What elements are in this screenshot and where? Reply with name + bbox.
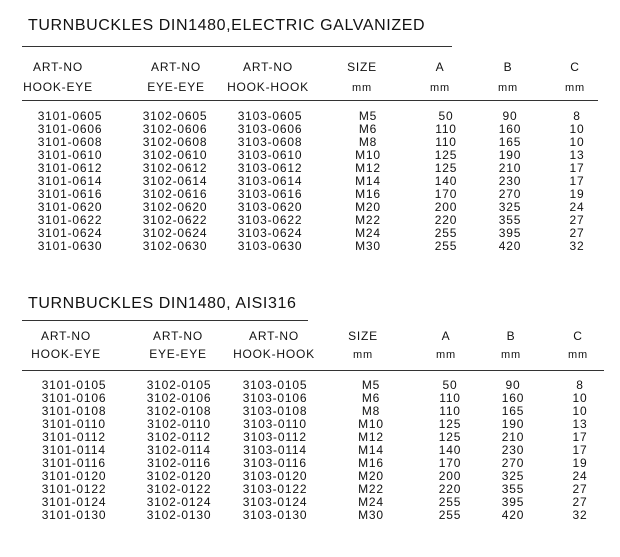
cell-b: 270 bbox=[498, 186, 522, 201]
cell-hook-hook: 3103-0612 bbox=[237, 160, 303, 175]
cell-c: 13 bbox=[572, 417, 588, 431]
cell-eye-eye: 3102-0608 bbox=[142, 134, 208, 149]
cell-hook-hook: 3103-0605 bbox=[237, 109, 303, 123]
cell-size: M8 bbox=[358, 134, 378, 149]
column-header-hook-eye: ART-NO bbox=[33, 60, 83, 74]
header-divider bbox=[22, 100, 598, 101]
cell-eye-eye: 3102-0124 bbox=[146, 495, 212, 509]
cell-size: M12 bbox=[358, 430, 384, 444]
cell-hook-hook: 3103-0116 bbox=[243, 456, 307, 470]
cell-size: M20 bbox=[358, 469, 384, 483]
cell-size: M22 bbox=[358, 482, 384, 496]
cell-c: 17 bbox=[572, 443, 588, 457]
cell-b: 230 bbox=[501, 443, 525, 457]
cell-hook-eye: 3101-0130 bbox=[41, 508, 107, 522]
cell-a: 255 bbox=[434, 225, 458, 240]
cell-size: M10 bbox=[355, 147, 381, 162]
cell-hook-eye: 3101-0122 bbox=[41, 482, 107, 496]
column-header-hook-eye: ART-NO bbox=[41, 329, 91, 343]
cell-hook-hook: 3103-0124 bbox=[242, 495, 308, 509]
cell-eye-eye: 3102-0620 bbox=[142, 199, 208, 214]
cell-b: 395 bbox=[498, 225, 522, 240]
cell-hook-eye: 3101-0114 bbox=[42, 443, 106, 457]
cell-eye-eye: 3102-0606 bbox=[142, 121, 208, 136]
cell-b: 190 bbox=[501, 417, 525, 431]
cell-a: 125 bbox=[438, 430, 462, 444]
cell-hook-eye: 3101-0622 bbox=[37, 212, 103, 227]
cell-a: 170 bbox=[434, 186, 458, 201]
cell-hook-eye: 3101-0616 bbox=[37, 186, 103, 201]
column-subheader-size: mm bbox=[353, 349, 373, 361]
cell-b: 210 bbox=[498, 160, 522, 175]
cell-hook-hook: 3103-0108 bbox=[242, 404, 308, 418]
header-divider bbox=[22, 370, 604, 371]
cell-b: 325 bbox=[501, 469, 525, 483]
cell-c: 27 bbox=[572, 482, 588, 496]
cell-hook-eye: 3101-0612 bbox=[37, 160, 103, 175]
cell-a: 140 bbox=[438, 443, 462, 457]
cell-c: 17 bbox=[572, 430, 588, 444]
cell-a: 220 bbox=[438, 482, 462, 496]
column-header-hook-hook: ART-NO bbox=[243, 60, 293, 74]
cell-hook-eye: 3101-0606 bbox=[37, 121, 103, 136]
cell-size: M20 bbox=[355, 199, 381, 214]
column-subheader-c: mm bbox=[568, 349, 588, 361]
cell-hook-eye: 3101-0608 bbox=[37, 134, 103, 149]
cell-a: 200 bbox=[438, 469, 462, 483]
column-subheader-eye-eye: EYE-EYE bbox=[149, 347, 207, 361]
cell-c: 13 bbox=[569, 147, 585, 162]
cell-b: 420 bbox=[498, 238, 522, 253]
cell-eye-eye: 3102-0130 bbox=[146, 508, 212, 522]
cell-hook-hook: 3103-0130 bbox=[242, 508, 308, 522]
column-subheader-b: mm bbox=[498, 82, 518, 94]
cell-b: 230 bbox=[498, 173, 522, 188]
table-title-aisi316: TURNBUCKLES DIN1480, AISI316 bbox=[28, 295, 297, 312]
cell-hook-eye: 3101-0106 bbox=[41, 391, 107, 405]
column-header-c: C bbox=[570, 60, 580, 74]
cell-size: M16 bbox=[355, 186, 381, 201]
cell-eye-eye: 3102-0112 bbox=[147, 430, 211, 444]
cell-c: 19 bbox=[569, 186, 585, 201]
cell-eye-eye: 3102-0120 bbox=[146, 469, 212, 483]
cell-c: 27 bbox=[572, 495, 588, 509]
cell-size: M5 bbox=[358, 109, 378, 123]
cell-size: M6 bbox=[361, 391, 381, 405]
cell-size: M16 bbox=[358, 456, 384, 470]
cell-b: 325 bbox=[498, 199, 522, 214]
cell-eye-eye: 3102-0105 bbox=[146, 378, 212, 392]
cell-hook-hook: 3103-0112 bbox=[243, 430, 307, 444]
cell-a: 110 bbox=[435, 134, 457, 149]
cell-c: 32 bbox=[569, 238, 585, 253]
cell-c: 19 bbox=[572, 456, 588, 470]
column-subheader-hook-hook: HOOK-HOOK bbox=[227, 80, 309, 94]
column-header-eye-eye: ART-NO bbox=[153, 329, 203, 343]
cell-a: 110 bbox=[435, 121, 457, 136]
cell-b: 270 bbox=[501, 456, 525, 470]
cell-a: 50 bbox=[438, 109, 454, 123]
cell-eye-eye: 3102-0612 bbox=[142, 160, 208, 175]
cell-hook-eye: 3101-0105 bbox=[41, 378, 107, 392]
cell-eye-eye: 3102-0610 bbox=[142, 147, 208, 162]
cell-hook-eye: 3101-0124 bbox=[41, 495, 107, 509]
cell-hook-hook: 3103-0616 bbox=[237, 186, 303, 201]
cell-b: 395 bbox=[501, 495, 525, 509]
cell-b: 165 bbox=[498, 134, 522, 149]
cell-hook-hook: 3103-0106 bbox=[242, 391, 308, 405]
cell-hook-eye: 3101-0605 bbox=[37, 109, 103, 123]
cell-c: 27 bbox=[569, 212, 585, 227]
cell-eye-eye: 3102-0630 bbox=[142, 238, 208, 253]
title-underline bbox=[22, 320, 308, 321]
column-header-c: C bbox=[573, 329, 583, 343]
cell-c: 10 bbox=[569, 121, 585, 136]
cell-b: 160 bbox=[501, 391, 525, 405]
cell-a: 255 bbox=[434, 238, 458, 253]
cell-hook-hook: 3103-0105 bbox=[242, 378, 308, 392]
cell-hook-hook: 3103-0624 bbox=[237, 225, 303, 240]
cell-a: 110 bbox=[439, 404, 461, 418]
cell-a: 125 bbox=[438, 417, 462, 431]
column-subheader-eye-eye: EYE-EYE bbox=[147, 80, 205, 94]
cell-b: 90 bbox=[502, 109, 518, 123]
column-subheader-size: mm bbox=[352, 82, 372, 94]
cell-hook-hook: 3103-0622 bbox=[237, 212, 303, 227]
cell-b: 160 bbox=[498, 121, 522, 136]
cell-hook-hook: 3103-0614 bbox=[237, 173, 303, 188]
cell-size: M8 bbox=[361, 404, 381, 418]
column-header-a: A bbox=[435, 60, 445, 74]
cell-c: 17 bbox=[569, 173, 585, 188]
cell-b: 190 bbox=[498, 147, 522, 162]
cell-a: 220 bbox=[434, 212, 458, 227]
cell-size: M30 bbox=[355, 238, 381, 253]
cell-size: M14 bbox=[358, 443, 384, 457]
cell-hook-hook: 3103-0606 bbox=[237, 121, 303, 136]
cell-hook-hook: 3103-0610 bbox=[237, 147, 303, 162]
column-header-b: B bbox=[506, 329, 516, 343]
column-header-hook-hook: ART-NO bbox=[249, 329, 299, 343]
cell-b: 90 bbox=[505, 378, 521, 392]
cell-a: 170 bbox=[438, 456, 462, 470]
cell-hook-hook: 3103-0114 bbox=[243, 443, 307, 457]
cell-hook-eye: 3101-0630 bbox=[37, 238, 103, 253]
cell-eye-eye: 3102-0122 bbox=[146, 482, 212, 496]
cell-hook-hook: 3103-0120 bbox=[242, 469, 308, 483]
table-title-galvanized: TURNBUCKLES DIN1480,ELECTRIC GALVANIZED bbox=[28, 17, 426, 34]
cell-c: 8 bbox=[576, 378, 584, 392]
cell-eye-eye: 3102-0114 bbox=[147, 443, 211, 457]
title-underline bbox=[22, 46, 452, 47]
cell-eye-eye: 3102-0116 bbox=[147, 456, 211, 470]
column-header-eye-eye: ART-NO bbox=[151, 60, 201, 74]
cell-c: 10 bbox=[572, 404, 588, 418]
cell-eye-eye: 3102-0605 bbox=[142, 109, 208, 123]
column-header-a: A bbox=[441, 329, 451, 343]
cell-eye-eye: 3102-0106 bbox=[146, 391, 212, 405]
column-subheader-c: mm bbox=[565, 82, 585, 94]
column-header-size: SIZE bbox=[348, 329, 378, 343]
cell-a: 200 bbox=[434, 199, 458, 214]
cell-eye-eye: 3102-0108 bbox=[146, 404, 212, 418]
cell-eye-eye: 3102-0622 bbox=[142, 212, 208, 227]
cell-b: 355 bbox=[501, 482, 525, 496]
cell-hook-hook: 3103-0620 bbox=[237, 199, 303, 214]
cell-hook-eye: 3101-0610 bbox=[37, 147, 103, 162]
cell-hook-eye: 3101-0614 bbox=[37, 173, 103, 188]
cell-size: M12 bbox=[355, 160, 381, 175]
cell-size: M24 bbox=[358, 495, 384, 509]
cell-hook-hook: 3103-0608 bbox=[237, 134, 303, 149]
cell-c: 17 bbox=[569, 160, 585, 175]
column-subheader-b: mm bbox=[501, 349, 521, 361]
column-subheader-a: mm bbox=[436, 349, 456, 361]
cell-eye-eye: 3102-0616 bbox=[142, 186, 208, 201]
cell-a: 125 bbox=[434, 160, 458, 175]
column-header-size: SIZE bbox=[347, 60, 377, 74]
cell-hook-eye: 3101-0116 bbox=[42, 456, 106, 470]
cell-a: 50 bbox=[442, 378, 458, 392]
cell-eye-eye: 3102-0110 bbox=[147, 417, 211, 431]
cell-b: 420 bbox=[501, 508, 525, 522]
cell-a: 255 bbox=[438, 495, 462, 509]
cell-c: 24 bbox=[572, 469, 588, 483]
cell-size: M30 bbox=[358, 508, 384, 522]
cell-hook-hook: 3103-0630 bbox=[237, 238, 303, 253]
column-subheader-a: mm bbox=[430, 82, 450, 94]
cell-b: 210 bbox=[501, 430, 525, 444]
cell-size: M5 bbox=[361, 378, 381, 392]
cell-c: 24 bbox=[569, 199, 585, 214]
cell-a: 125 bbox=[434, 147, 458, 162]
cell-a: 255 bbox=[438, 508, 462, 522]
cell-c: 8 bbox=[573, 109, 581, 123]
cell-hook-hook: 3103-0122 bbox=[242, 482, 308, 496]
cell-hook-eye: 3101-0108 bbox=[41, 404, 107, 418]
cell-hook-eye: 3101-0120 bbox=[41, 469, 107, 483]
cell-hook-eye: 3101-0110 bbox=[42, 417, 106, 431]
cell-hook-eye: 3101-0624 bbox=[37, 225, 103, 240]
cell-b: 165 bbox=[501, 404, 525, 418]
cell-size: M14 bbox=[355, 173, 381, 188]
cell-c: 10 bbox=[572, 391, 588, 405]
cell-size: M6 bbox=[358, 121, 378, 136]
column-subheader-hook-eye: HOOK-EYE bbox=[23, 80, 93, 94]
cell-c: 32 bbox=[572, 508, 588, 522]
column-header-b: B bbox=[503, 60, 513, 74]
column-subheader-hook-hook: HOOK-HOOK bbox=[233, 347, 315, 361]
cell-hook-eye: 3101-0620 bbox=[37, 199, 103, 214]
cell-size: M24 bbox=[355, 225, 381, 240]
cell-size: M22 bbox=[355, 212, 381, 227]
cell-c: 27 bbox=[569, 225, 585, 240]
cell-eye-eye: 3102-0624 bbox=[142, 225, 208, 240]
cell-a: 110 bbox=[439, 391, 461, 405]
cell-eye-eye: 3102-0614 bbox=[142, 173, 208, 188]
cell-a: 140 bbox=[434, 173, 458, 188]
cell-hook-hook: 3103-0110 bbox=[243, 417, 307, 431]
cell-c: 10 bbox=[569, 134, 585, 149]
cell-b: 355 bbox=[498, 212, 522, 227]
cell-hook-eye: 3101-0112 bbox=[42, 430, 106, 444]
column-subheader-hook-eye: HOOK-EYE bbox=[31, 347, 101, 361]
cell-size: M10 bbox=[358, 417, 384, 431]
